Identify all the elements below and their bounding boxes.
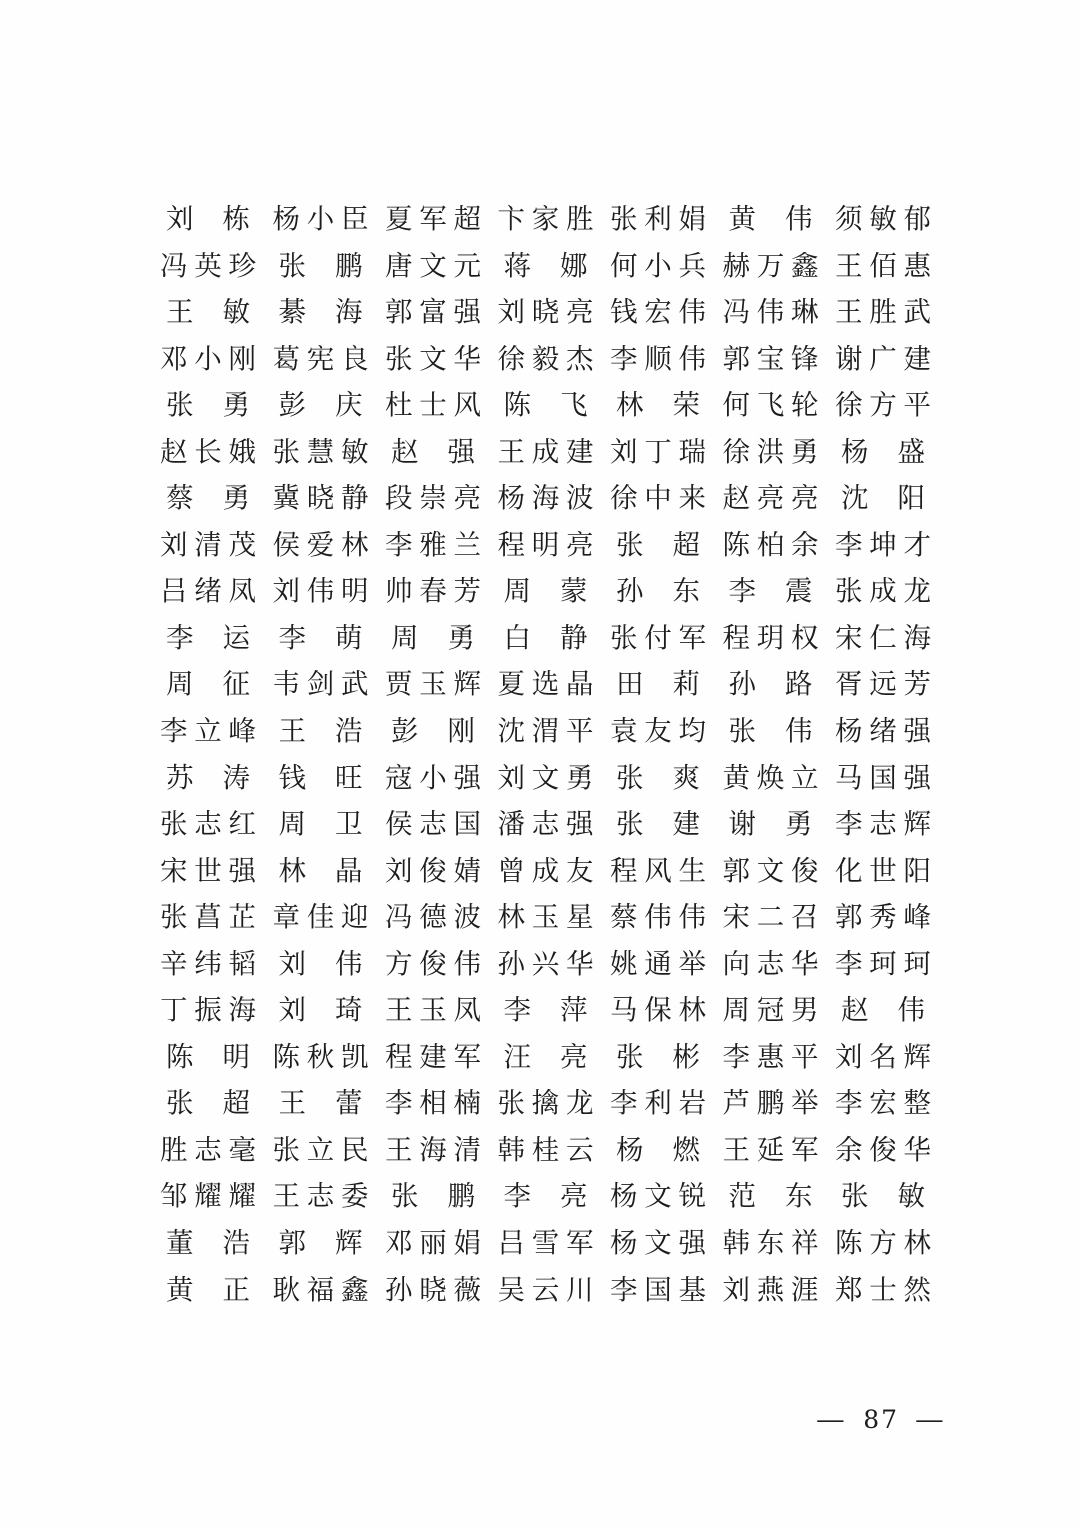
name-cell: 方 俊 伟 xyxy=(385,947,481,980)
page-number xyxy=(810,1398,952,1442)
name-cell: 刘 名 辉 xyxy=(835,1040,931,1073)
name-cell: 张 彬 xyxy=(616,1040,700,1073)
name-cell: 侯 志 国 xyxy=(385,808,481,841)
name-cell: 沈 阳 xyxy=(841,482,925,515)
name-cell: 杨 文 锐 xyxy=(610,1180,706,1213)
name-cell: 韩 桂 云 xyxy=(497,1133,594,1166)
name-cell: 徐 方 平 xyxy=(835,389,931,422)
name-cell: 邹 耀 耀 xyxy=(160,1180,256,1213)
name-cell: 郭 富 强 xyxy=(385,296,481,329)
name-cell: 芦 鹏 举 xyxy=(722,1087,819,1120)
name-cell: 郭 宝 锋 xyxy=(722,342,819,375)
name-cell: 谢 勇 xyxy=(728,808,813,841)
name-cell: 潘 志 强 xyxy=(497,808,594,841)
name-cell: 沈 渭 平 xyxy=(497,715,594,748)
name-cell: 李 立 峰 xyxy=(160,715,256,748)
name-cell: 邓 小 刚 xyxy=(160,342,256,375)
name-cell: 王 玉 凤 xyxy=(385,994,481,1027)
name-cell: 宋 仁 海 xyxy=(835,621,931,654)
name-cell: 陈 秋 凯 xyxy=(272,1040,369,1073)
name-cell: 赫 万 鑫 xyxy=(722,249,819,282)
name-cell: 刘 栋 xyxy=(166,203,250,235)
name-cell: 李 运 xyxy=(166,621,250,654)
name-cell: 胜 志 毫 xyxy=(160,1133,256,1166)
name-cell: 张 菖 芷 xyxy=(160,901,256,934)
name-cell: 林 玉 星 xyxy=(497,901,594,934)
name-cell: 郭 文 俊 xyxy=(722,854,819,887)
name-cell: 陈 柏 余 xyxy=(722,528,819,561)
name-cell: 张 慧 敏 xyxy=(272,435,369,468)
name-cell: 王 志 委 xyxy=(272,1180,369,1213)
name-cell: 刘 俊 婧 xyxy=(385,854,481,887)
name-cell: 李 相 楠 xyxy=(385,1087,481,1120)
name-cell: 刘 清 茂 xyxy=(160,528,256,561)
name-cell: 杨 小 臣 xyxy=(272,203,369,235)
name-cell: 刘 晓 亮 xyxy=(497,296,594,329)
name-cell: 何 飞 轮 xyxy=(722,389,819,422)
name-cell: 赵 亮 亮 xyxy=(722,482,819,515)
name-cell: 程 明 亮 xyxy=(497,528,594,561)
name-cell: 章 佳 迎 xyxy=(272,901,369,934)
name-cell: 李 坤 才 xyxy=(835,528,931,561)
name-cell: 黄 伟 xyxy=(728,203,813,235)
name-cell: 王 成 建 xyxy=(497,435,594,468)
name-cell: 段 崇 亮 xyxy=(385,482,481,515)
name-cell: 程 风 生 xyxy=(610,854,706,887)
name-cell: 李 志 辉 xyxy=(835,808,931,841)
name-cell: 程 建 军 xyxy=(385,1040,481,1073)
name-cell: 耿 福 鑫 xyxy=(272,1273,369,1306)
name-cell: 李 雅 兰 xyxy=(385,528,481,561)
name-cell: 周 冠 男 xyxy=(722,994,819,1027)
name-cell: 宋 二 召 xyxy=(722,901,819,934)
name-cell: 马 保 林 xyxy=(610,994,706,1027)
page-number-value: 87 xyxy=(863,1405,900,1434)
name-cell: 宋 世 强 xyxy=(160,854,256,887)
name-cell: 冯 伟 琳 xyxy=(722,296,819,329)
name-cell: 郭 辉 xyxy=(278,1227,363,1260)
name-cell: 邓 丽 娟 xyxy=(385,1227,481,1260)
name-cell: 杨 海 波 xyxy=(497,482,594,515)
name-cell: 卞 家 胜 xyxy=(497,203,594,235)
name-cell: 韦 剑 武 xyxy=(272,668,369,701)
name-cell: 吕 雪 军 xyxy=(497,1227,594,1260)
name-cell: 刘 伟 xyxy=(278,947,363,980)
name-cell: 黄 正 xyxy=(166,1273,250,1306)
name-cell: 陈 明 xyxy=(166,1040,250,1073)
name-cell: 杨 绪 强 xyxy=(835,715,931,748)
name-cell: 刘 文 勇 xyxy=(497,761,594,794)
name-roster-grid xyxy=(160,196,950,1313)
name-cell: 张 擒 龙 xyxy=(497,1087,594,1120)
name-cell: 张 鹏 xyxy=(391,1180,475,1213)
name-cell: 林 晶 xyxy=(278,854,363,887)
name-cell: 曾 成 友 xyxy=(497,854,594,887)
name-cell: 夏 选 晶 xyxy=(497,668,594,701)
name-cell: 张 勇 xyxy=(166,389,250,422)
name-cell: 陈 方 林 xyxy=(835,1227,931,1260)
name-cell: 张 伟 xyxy=(728,715,813,748)
name-cell: 蔡 勇 xyxy=(166,482,250,515)
name-cell: 杨 燃 xyxy=(616,1133,700,1166)
name-cell: 唐 文 元 xyxy=(385,249,481,282)
name-cell: 周 蒙 xyxy=(503,575,588,608)
name-cell: 孙 路 xyxy=(728,668,813,701)
name-cell: 范 东 xyxy=(728,1180,813,1213)
name-cell: 姚 通 举 xyxy=(610,947,706,980)
name-cell: 黄 焕 立 xyxy=(722,761,819,794)
name-cell: 郭 秀 峰 xyxy=(835,901,931,934)
name-cell: 袁 友 均 xyxy=(610,715,706,748)
name-cell: 韩 东 祥 xyxy=(722,1227,819,1260)
name-cell: 孙 东 xyxy=(616,575,700,608)
name-cell: 王 延 军 xyxy=(722,1133,819,1166)
name-cell: 张 志 红 xyxy=(160,808,256,841)
name-cell: 汪 亮 xyxy=(503,1040,588,1073)
name-cell: 钱 宏 伟 xyxy=(610,296,706,329)
name-cell: 冯 德 波 xyxy=(385,901,481,934)
name-cell: 张 敏 xyxy=(841,1180,925,1213)
name-cell: 田 莉 xyxy=(616,668,700,701)
name-cell: 侯 爱 林 xyxy=(272,528,369,561)
name-cell: 徐 毅 杰 xyxy=(497,342,594,375)
name-cell: 李 震 xyxy=(728,575,813,608)
name-cell: 陈 飞 xyxy=(503,389,588,422)
name-cell: 彭 刚 xyxy=(391,715,475,748)
name-cell: 李 珂 珂 xyxy=(835,947,931,980)
name-cell: 向 志 华 xyxy=(722,947,819,980)
name-cell: 吴 云 川 xyxy=(497,1273,594,1306)
name-cell: 帅 春 芳 xyxy=(385,575,481,608)
name-cell: 周 卫 xyxy=(278,808,363,841)
name-cell: 李 萍 xyxy=(503,994,588,1027)
name-cell: 张 付 军 xyxy=(610,621,706,654)
name-cell: 张 爽 xyxy=(616,761,700,794)
name-cell: 张 鹏 xyxy=(278,249,363,282)
name-cell: 周 勇 xyxy=(391,621,475,654)
name-cell: 辛 纬 韬 xyxy=(160,947,256,980)
name-cell: 周 征 xyxy=(166,668,250,701)
name-cell: 丁 振 海 xyxy=(160,994,256,1027)
name-cell: 何 小 兵 xyxy=(610,249,706,282)
name-cell: 李 萌 xyxy=(278,621,363,654)
name-cell: 寇 小 强 xyxy=(385,761,481,794)
page-number-prefix-dash: — xyxy=(816,1405,848,1434)
name-cell: 孙 晓 薇 xyxy=(385,1273,481,1306)
name-cell: 刘 琦 xyxy=(278,994,363,1027)
name-cell: 余 俊 华 xyxy=(835,1133,931,1166)
name-cell: 杨 文 强 xyxy=(610,1227,706,1260)
name-cell: 苏 涛 xyxy=(166,761,250,794)
name-cell: 吕 绪 凤 xyxy=(160,575,256,608)
name-cell: 郑 士 然 xyxy=(835,1273,931,1306)
name-cell: 董 浩 xyxy=(166,1227,250,1260)
name-cell: 林 荣 xyxy=(616,389,700,422)
name-cell: 蔡 伟 伟 xyxy=(610,901,706,934)
name-cell: 刘 伟 明 xyxy=(272,575,369,608)
name-cell: 李 利 岩 xyxy=(610,1087,706,1120)
name-cell: 刘 丁 瑞 xyxy=(610,435,706,468)
name-cell: 张 超 xyxy=(616,528,700,561)
name-cell: 程 玥 权 xyxy=(722,621,819,654)
name-cell: 蒋 娜 xyxy=(503,249,588,282)
name-cell: 白 静 xyxy=(503,621,588,654)
name-cell: 王 胜 武 xyxy=(835,296,931,329)
name-cell: 钱 旺 xyxy=(278,761,363,794)
name-cell: 胥 远 芳 xyxy=(835,668,931,701)
name-cell: 王 海 清 xyxy=(385,1133,481,1166)
name-cell: 马 国 强 xyxy=(835,761,931,794)
name-cell: 王 敏 xyxy=(166,296,250,329)
name-cell: 王 蕾 xyxy=(278,1087,363,1120)
name-cell: 徐 洪 勇 xyxy=(722,435,819,468)
name-cell: 夏 军 超 xyxy=(385,203,481,235)
name-cell: 李 顺 伟 xyxy=(610,342,706,375)
name-cell: 李 宏 整 xyxy=(835,1087,931,1120)
name-cell: 王 佰 惠 xyxy=(835,249,931,282)
page-footer xyxy=(0,1398,1080,1442)
name-cell: 李 亮 xyxy=(503,1180,588,1213)
name-cell: 张 建 xyxy=(616,808,700,841)
name-cell: 徐 中 来 xyxy=(610,482,706,515)
name-cell: 张 立 民 xyxy=(272,1133,369,1166)
page-number-suffix-dash: — xyxy=(914,1405,947,1434)
name-cell: 张 利 娟 xyxy=(610,203,706,235)
name-cell: 赵 强 xyxy=(391,435,475,468)
name-cell: 孙 兴 华 xyxy=(497,947,594,980)
name-cell: 王 浩 xyxy=(278,715,363,748)
name-cell: 杜 士 风 xyxy=(385,389,481,422)
name-cell: 张 文 华 xyxy=(385,342,481,375)
name-cell: 彭 庆 xyxy=(278,389,363,422)
name-cell: 须 敏 郁 xyxy=(835,203,931,235)
name-cell: 贾 玉 辉 xyxy=(385,668,481,701)
name-cell: 张 超 xyxy=(166,1087,250,1120)
name-cell: 李 国 基 xyxy=(610,1273,706,1306)
name-cell: 赵 伟 xyxy=(841,994,925,1027)
name-cell: 綦 海 xyxy=(278,296,363,329)
name-cell: 冯 英 珍 xyxy=(160,249,256,282)
name-cell: 葛 宪 良 xyxy=(272,342,369,375)
name-cell: 刘 燕 涯 xyxy=(722,1273,819,1306)
name-cell: 杨 盛 xyxy=(841,435,925,468)
name-cell: 李 惠 平 xyxy=(722,1040,819,1073)
name-cell: 化 世 阳 xyxy=(835,854,931,887)
name-cell: 张 成 龙 xyxy=(835,575,931,608)
name-cell: 冀 晓 静 xyxy=(272,482,369,515)
name-cell: 谢 广 建 xyxy=(835,342,931,375)
name-cell: 赵 长 娥 xyxy=(160,435,256,468)
